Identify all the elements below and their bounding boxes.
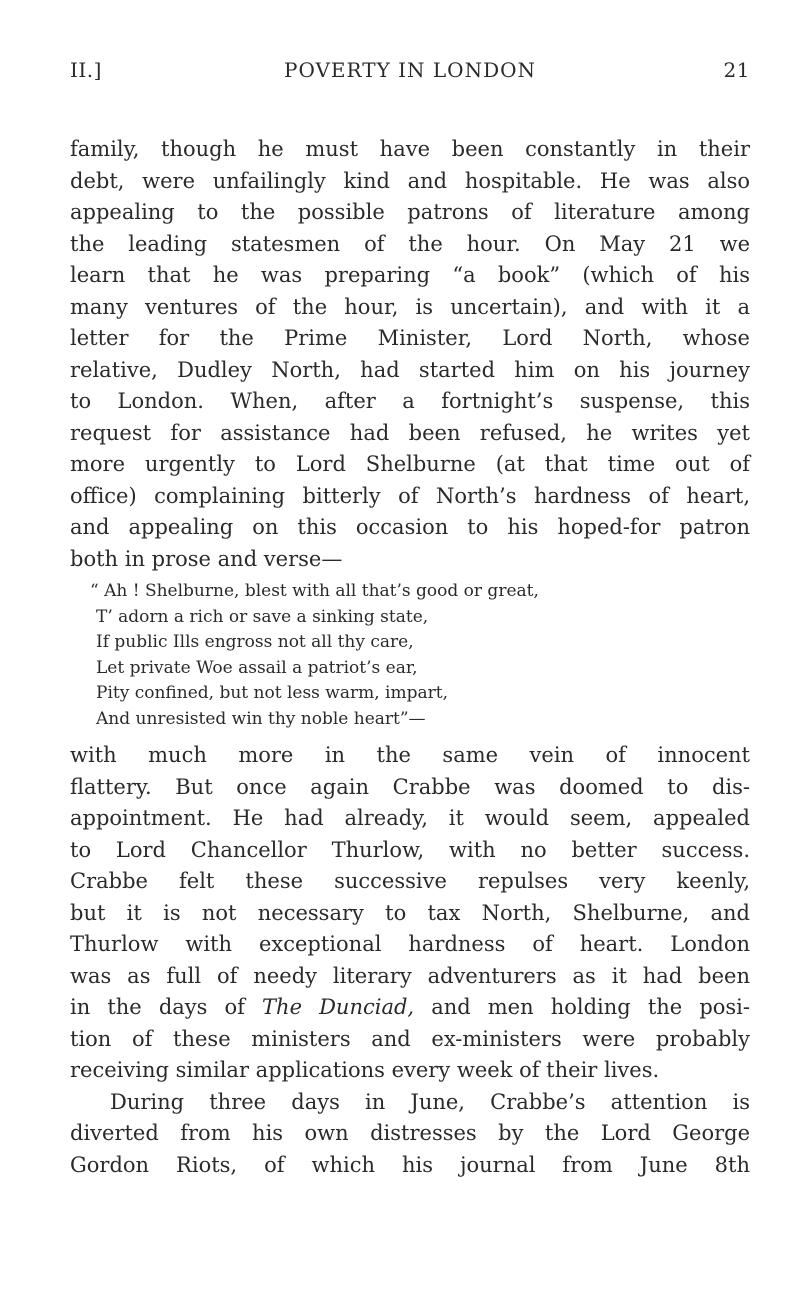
text-line: debt, were unfailingly kind and hospitable. He was also	[70, 168, 750, 193]
text-line: relative, Dudley North, had started him on his journey	[70, 357, 750, 382]
text-line	[70, 992, 750, 1024]
text-line: letter for the Prime Minister, Lord North, whose	[70, 326, 750, 350]
text-line: flattery. But once again Crabbe was doomed to dis-	[70, 774, 750, 799]
paragraph-1	[70, 134, 750, 575]
running-head	[70, 58, 750, 98]
text-line: many ventures of the hour, is uncertain), and with it a	[70, 294, 750, 319]
verse-line: T’ adorn a rich or save a sinking state,	[96, 606, 429, 627]
text-line: appointment. He had already, it would seem, appealed	[70, 806, 750, 830]
text-line: appealing to the possible patrons of literature among	[70, 200, 750, 224]
text-line: with much more in the same vein of innocent	[70, 743, 750, 767]
chapter-number: II.]	[70, 58, 102, 82]
text-line: was as full of needy literary adventurers as it had been	[70, 963, 750, 988]
verse-line: If public Ills engross not all thy care,	[96, 632, 414, 652]
text-line: diverted from his own distresses by the Lord George	[70, 1121, 750, 1145]
text-line: but it is not necessary to tax North, Shelburne, and	[70, 900, 750, 925]
body-text	[70, 134, 750, 1181]
text-line: office) complaining bitterly of North’s hardness of heart,	[70, 483, 750, 508]
verse-line: “ Ah ! Shelburne, blest with all that’s good or great,	[90, 581, 539, 601]
text-line: both in prose and verse—	[70, 546, 343, 571]
text-fragment: and men holding the posi-	[414, 995, 750, 1019]
text-line: Thurlow with exceptional hardness of heart. London	[70, 932, 750, 956]
text-line: the leading statesmen of the hour. On May 21 we	[70, 231, 750, 256]
text-line: to London. When, after a fortnight’s suspense, this	[70, 389, 750, 413]
text-line: During three days in June, Crabbe’s attention is	[110, 1089, 750, 1114]
paragraph-2	[70, 740, 750, 1087]
book-title-italic: The Dunciad,	[262, 995, 415, 1019]
text-line: Crabbe felt these successive repulses very keenly,	[70, 869, 750, 893]
verse-line: And unresisted win thy noble heart”—	[96, 708, 426, 729]
text-line: to Lord Chancellor Thurlow, with no better success.	[70, 837, 750, 862]
verse-quotation	[90, 579, 750, 732]
text-line: Gordon Riots, of which his journal from June 8th	[70, 1152, 750, 1177]
text-line: family, though he must have been constantly in their	[70, 137, 750, 161]
text-line: request for assistance had been refused, he writes yet	[70, 420, 750, 445]
text-line: more urgently to Lord Shelburne (at that time out of	[70, 452, 750, 476]
text-line: tion of these ministers and ex-ministers were probably	[70, 1026, 750, 1051]
verse-line: Let private Woe assail a patriot’s ear,	[96, 657, 418, 678]
text-line: receiving similar applications every week of their lives.	[70, 1058, 660, 1082]
running-title: POVERTY IN LONDON	[283, 58, 537, 82]
text-fragment: in the days of	[70, 995, 263, 1019]
page-number: 21	[723, 58, 750, 82]
text-line: learn that he was preparing “a book” (which of his	[70, 263, 750, 287]
book-page	[70, 58, 750, 1181]
verse-line: Pity confined, but not less warm, impart,	[96, 683, 448, 703]
paragraph-3	[70, 1087, 750, 1182]
text-line: and appealing on this occasion to his hoped-for patron	[70, 515, 750, 539]
